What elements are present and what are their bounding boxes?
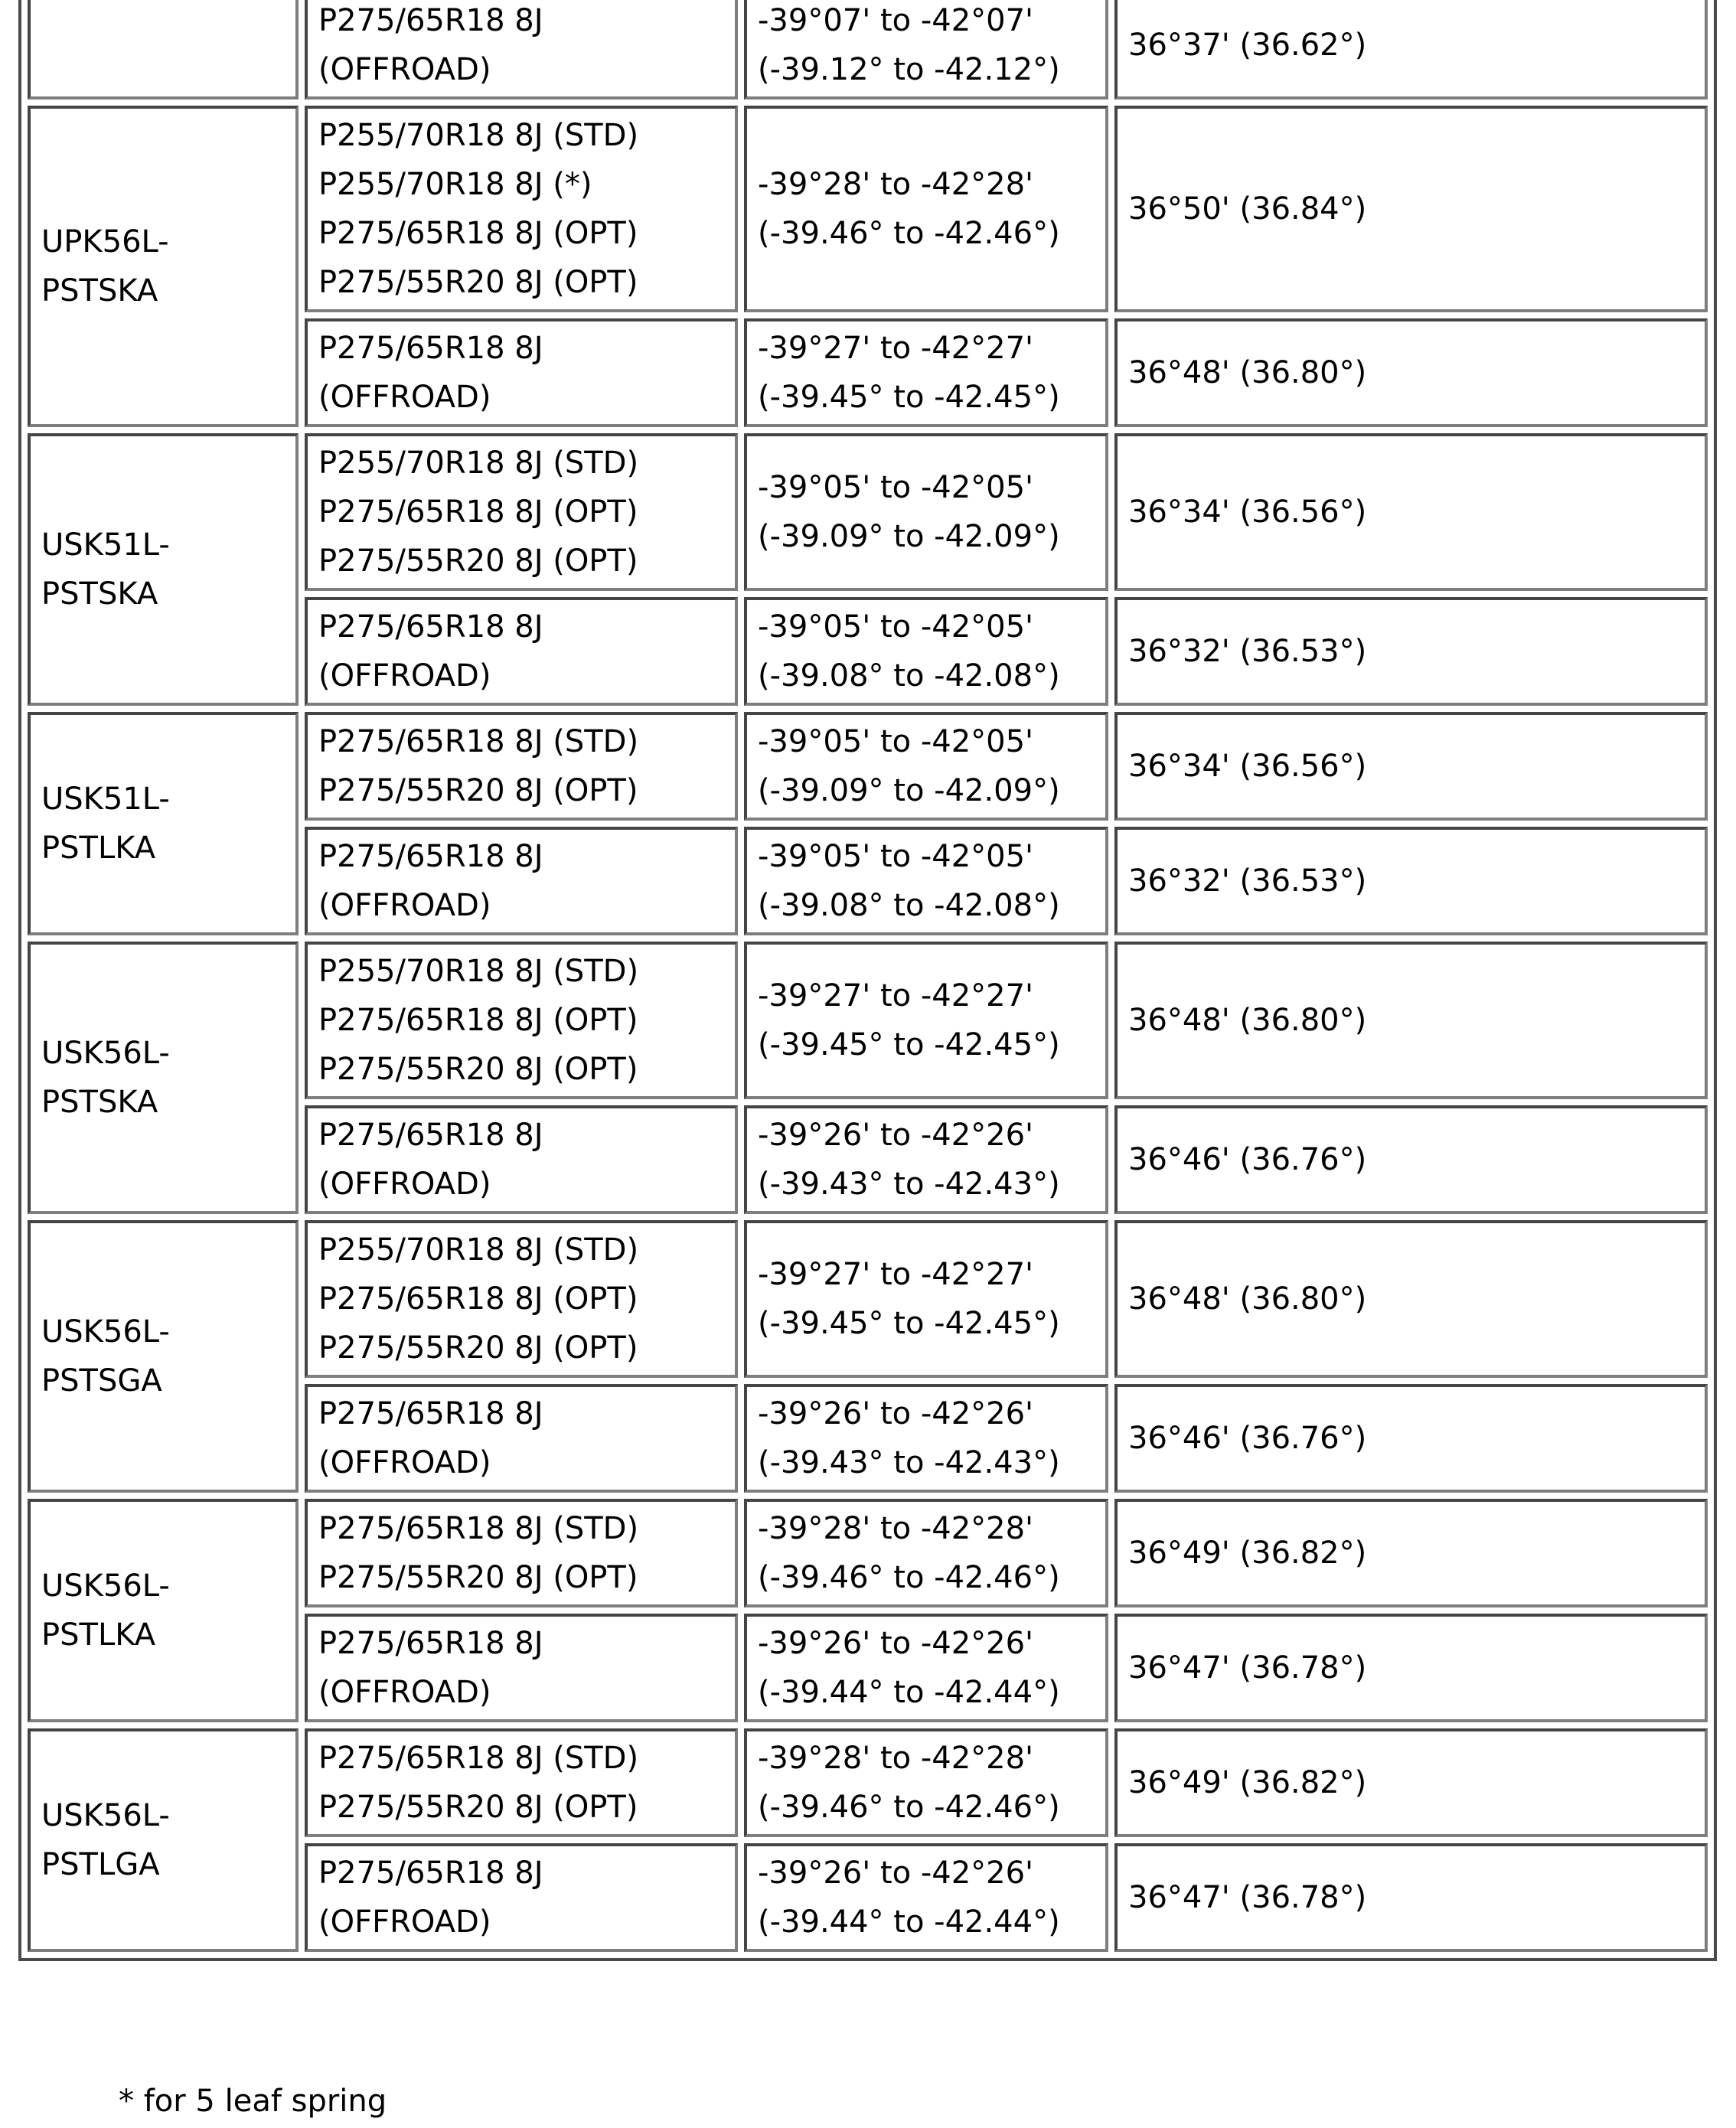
model-code-cell [28, 942, 299, 1214]
tire-size-cell [305, 712, 738, 821]
tire-size-line: P275/65R18 8J [318, 1118, 543, 1153]
caster-range-line: -39°27' to -42°27' [758, 978, 1034, 1013]
caster-range-cell [744, 1614, 1108, 1722]
caster-range-cell [744, 1384, 1108, 1493]
steering-axis-inclination-cell [1114, 1614, 1708, 1722]
model-code-cell [28, 1728, 299, 1952]
caster-range-line: (-39.08° to -42.08°) [758, 658, 1060, 694]
caster-range-cell [744, 942, 1108, 1099]
tire-size-cell [305, 433, 738, 591]
tire-size-cell [305, 597, 738, 706]
tire-size-line: P255/70R18 8J (STD) [318, 1232, 639, 1268]
tire-size-line: P275/65R18 8J (OPT) [318, 216, 638, 251]
model-code-line: PSTSKA [41, 1085, 158, 1120]
steering-axis-inclination-value: 36°48' (36.80°) [1128, 1281, 1367, 1317]
model-code-cell [28, 0, 299, 100]
steering-axis-inclination-value: 36°32' (36.53°) [1128, 863, 1367, 899]
caster-range-line: (-39.45° to -42.45°) [758, 1027, 1060, 1062]
tire-size-cell [305, 1220, 738, 1378]
caster-range-cell [744, 1499, 1108, 1607]
tire-size-cell [305, 827, 738, 935]
steering-axis-inclination-cell [1114, 1843, 1708, 1952]
tire-size-line: P255/70R18 8J (STD) [318, 118, 639, 153]
caster-range-cell [744, 433, 1108, 591]
table-row [28, 942, 1708, 1099]
tire-size-cell [305, 942, 738, 1099]
model-code-line: USK51L- [41, 527, 170, 563]
steering-axis-inclination-cell [1114, 942, 1708, 1099]
tire-size-line: (OFFROAD) [318, 888, 491, 923]
tire-size-line: P275/65R18 8J [318, 609, 543, 645]
steering-axis-inclination-value: 36°48' (36.80°) [1128, 1003, 1367, 1038]
steering-axis-inclination-value: 36°46' (36.76°) [1128, 1142, 1367, 1177]
table-body [28, 0, 1708, 1952]
tire-size-line: P255/70R18 8J (STD) [318, 446, 639, 481]
steering-axis-inclination-value: 36°47' (36.78°) [1128, 1650, 1367, 1686]
steering-axis-inclination-value: 36°46' (36.76°) [1128, 1421, 1367, 1456]
steering-axis-inclination-cell [1114, 0, 1708, 100]
steering-axis-inclination-cell [1114, 1728, 1708, 1837]
tire-size-line: P275/65R18 8J (OPT) [318, 494, 638, 530]
caster-range-line: (-39.12° to -42.12°) [758, 52, 1060, 87]
tire-size-line: P275/55R20 8J (OPT) [318, 543, 638, 579]
steering-axis-inclination-value: 36°32' (36.53°) [1128, 634, 1367, 669]
caster-range-line: (-39.09° to -42.09°) [758, 519, 1060, 554]
caster-range-cell [744, 106, 1108, 312]
caster-range-line: -39°07' to -42°07' [758, 3, 1034, 38]
tire-size-cell [305, 1728, 738, 1837]
steering-axis-inclination-value: 36°49' (36.82°) [1128, 1765, 1367, 1800]
tire-size-line: P255/70R18 8J (STD) [318, 954, 639, 989]
caster-range-line: -39°27' to -42°27' [758, 331, 1034, 366]
steering-axis-inclination-value: 36°47' (36.78°) [1128, 1880, 1367, 1915]
caster-range-cell [744, 318, 1108, 427]
tire-size-line: P275/65R18 8J [318, 1855, 543, 1891]
steering-axis-inclination-value: 36°48' (36.80°) [1128, 355, 1367, 390]
caster-range-cell [744, 827, 1108, 935]
model-code-line: PSTSKA [41, 576, 158, 612]
caster-range-cell [744, 1220, 1108, 1378]
tire-size-cell [305, 0, 738, 100]
caster-range-cell [744, 712, 1108, 821]
steering-axis-inclination-cell [1114, 712, 1708, 821]
tire-size-line: P275/65R18 8J (STD) [318, 1511, 639, 1546]
model-code-line: USK56L- [41, 1314, 170, 1350]
model-code-cell [28, 106, 299, 427]
steering-axis-inclination-value: 36°34' (36.56°) [1128, 494, 1367, 530]
model-code-line: USK56L- [41, 1568, 170, 1604]
model-code-cell [28, 1499, 299, 1722]
tire-size-line: (OFFROAD) [318, 1675, 491, 1710]
caster-range-line: (-39.46° to -42.46°) [758, 216, 1060, 251]
steering-axis-inclination-cell [1114, 106, 1708, 312]
tire-size-line: (OFFROAD) [318, 658, 491, 694]
tire-size-line: P275/65R18 8J (OPT) [318, 1003, 638, 1038]
model-code-line: USK51L- [41, 782, 170, 817]
tire-size-cell [305, 1499, 738, 1607]
table-row [28, 1499, 1708, 1607]
caster-range-line: -39°05' to -42°05' [758, 724, 1034, 759]
caster-range-cell [744, 597, 1108, 706]
model-code-line: USK56L- [41, 1798, 170, 1833]
caster-range-cell [744, 1728, 1108, 1837]
tire-size-line: P275/55R20 8J (OPT) [318, 1052, 638, 1087]
tire-size-line: P275/65R18 8J [318, 839, 543, 874]
caster-range-line: (-39.45° to -42.45°) [758, 380, 1060, 415]
tire-size-line: P275/65R18 8J [318, 1626, 543, 1661]
steering-axis-inclination-cell [1114, 827, 1708, 935]
caster-range-line: (-39.09° to -42.09°) [758, 773, 1060, 808]
caster-range-line: -39°26' to -42°26' [758, 1626, 1034, 1661]
tire-size-line: (OFFROAD) [318, 1904, 491, 1940]
steering-axis-inclination-cell [1114, 1384, 1708, 1493]
caster-range-cell [744, 1105, 1108, 1214]
tire-size-cell [305, 318, 738, 427]
alignment-spec-table [18, 0, 1717, 1961]
caster-range-line: (-39.45° to -42.45°) [758, 1306, 1060, 1341]
steering-axis-inclination-value: 36°50' (36.84°) [1128, 191, 1367, 227]
table-row [28, 1728, 1708, 1837]
model-code-cell [28, 1220, 299, 1493]
tire-size-line: P275/65R18 8J (OPT) [318, 1281, 638, 1317]
tire-size-line: (OFFROAD) [318, 380, 491, 415]
tire-size-line: P275/55R20 8J (OPT) [318, 1560, 638, 1595]
caster-range-line: -39°26' to -42°26' [758, 1118, 1034, 1153]
tire-size-line: P275/65R18 8J [318, 331, 543, 366]
tire-size-cell [305, 106, 738, 312]
model-code-line: PSTLKA [41, 1617, 156, 1653]
caster-range-line: (-39.46° to -42.46°) [758, 1790, 1060, 1825]
steering-axis-inclination-cell [1114, 433, 1708, 591]
tire-size-line: P275/65R18 8J [318, 3, 543, 38]
steering-axis-inclination-value: 36°37' (36.62°) [1128, 28, 1367, 63]
table-row [28, 0, 1708, 100]
table-row [28, 1220, 1708, 1378]
tire-size-line: P275/65R18 8J (STD) [318, 1741, 639, 1776]
steering-axis-inclination-value: 36°34' (36.56°) [1128, 749, 1367, 784]
tire-size-line: P275/55R20 8J (OPT) [318, 773, 638, 808]
tire-size-line: P275/55R20 8J (OPT) [318, 1330, 638, 1366]
caster-range-cell [744, 0, 1108, 100]
caster-range-cell [744, 1843, 1108, 1952]
caster-range-line: (-39.46° to -42.46°) [758, 1560, 1060, 1595]
tire-size-line: P275/55R20 8J (OPT) [318, 1790, 638, 1825]
model-code-line: PSTSKA [41, 273, 158, 308]
steering-axis-inclination-cell [1114, 597, 1708, 706]
model-code-line: USK56L- [41, 1036, 170, 1071]
tire-size-line: (OFFROAD) [318, 1445, 491, 1480]
tire-size-cell [305, 1843, 738, 1952]
tire-size-line: P275/55R20 8J (OPT) [318, 265, 638, 300]
caster-range-line: (-39.44° to -42.44°) [758, 1675, 1060, 1710]
steering-axis-inclination-cell [1114, 318, 1708, 427]
tire-size-cell [305, 1105, 738, 1214]
steering-axis-inclination-cell [1114, 1499, 1708, 1607]
tire-size-cell [305, 1614, 738, 1722]
tire-size-line: P275/65R18 8J [318, 1396, 543, 1431]
caster-range-line: (-39.08° to -42.08°) [758, 888, 1060, 923]
steering-axis-inclination-cell [1114, 1105, 1708, 1214]
model-code-line: PSTLGA [41, 1847, 160, 1882]
tire-size-line: (OFFROAD) [318, 52, 491, 87]
caster-range-line: -39°28' to -42°28' [758, 1511, 1034, 1546]
caster-range-line: -39°05' to -42°05' [758, 470, 1034, 505]
caster-range-line: -39°28' to -42°28' [758, 1741, 1034, 1776]
steering-axis-inclination-value: 36°49' (36.82°) [1128, 1536, 1367, 1571]
caster-range-line: (-39.43° to -42.43°) [758, 1167, 1060, 1202]
footnote: * for 5 leaf spring [119, 2084, 387, 2119]
caster-range-line: -39°27' to -42°27' [758, 1257, 1034, 1292]
tire-size-line: (OFFROAD) [318, 1167, 491, 1202]
table-row [28, 712, 1708, 821]
caster-range-line: -39°28' to -42°28' [758, 167, 1034, 202]
caster-range-line: -39°05' to -42°05' [758, 609, 1034, 645]
table-row [28, 433, 1708, 591]
table-row [28, 106, 1708, 312]
model-code-line: PSTSGA [41, 1363, 162, 1399]
caster-range-line: -39°05' to -42°05' [758, 839, 1034, 874]
tire-size-line: P275/65R18 8J (STD) [318, 724, 639, 759]
caster-range-line: (-39.43° to -42.43°) [758, 1445, 1060, 1480]
tire-size-cell [305, 1384, 738, 1493]
tire-size-line: P255/70R18 8J (*) [318, 167, 592, 202]
model-code-line: PSTLKA [41, 831, 156, 866]
steering-axis-inclination-cell [1114, 1220, 1708, 1378]
model-code-cell [28, 712, 299, 935]
caster-range-line: -39°26' to -42°26' [758, 1855, 1034, 1891]
model-code-line: UPK56L- [41, 224, 169, 259]
model-code-cell [28, 433, 299, 706]
caster-range-line: (-39.44° to -42.44°) [758, 1904, 1060, 1940]
caster-range-line: -39°26' to -42°26' [758, 1396, 1034, 1431]
